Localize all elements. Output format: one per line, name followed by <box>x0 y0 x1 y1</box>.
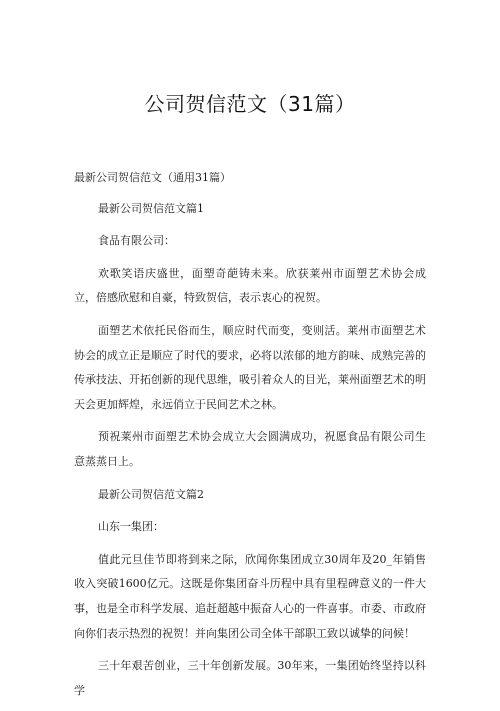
paragraph-body: 值此元旦佳节即将到来之际，欣闻你集团成立30周年及20_年销售收入突破1600亿元。这既是你集团奋斗历程中具有里程碑意义的一件大事，也是全市科学发展、追赶超越中振奋人心的一件喜事。市委、市政府向你们表示热烈的祝贺！并向集团公司全体干部职工致以诚挚的问候！ <box>74 552 426 640</box>
paragraph-heading: 最新公司贺信范文（通用31篇） <box>74 171 231 184</box>
document-title: 公司贺信范文（31篇） <box>144 92 356 116</box>
document-body <box>74 166 426 711</box>
paragraph-body: 欢歌笑语庆盛世，面塑奇葩铸未来。欣获莱州市面塑艺术协会成立，倍感欣慰和自豪，特致贺信，表示衷心的祝贺。 <box>74 266 426 305</box>
paragraph-recipient: 食品有限公司： <box>98 234 175 248</box>
paragraph-body: 面塑艺术依托民俗而生，顺应时代而变，变则活。莱州市面塑艺术协会的成立正是顺应了时代的要求，必将以浓郁的地方韵味、成熟完善的传承技法、开拓创新的现代思维，吸引着众人的目光，莱州面塑艺术的明天会更加辉煌，永远俏立于民间艺术之林。 <box>74 323 426 411</box>
paragraph-section-title: 最新公司贺信范文篇2 <box>98 487 204 501</box>
paragraph-recipient: 山东一集团： <box>98 520 164 534</box>
paragraph-section-title: 最新公司贺信范文篇1 <box>98 201 204 215</box>
paragraph-body: 三十年艰苦创业，三十年创新发展。30年来，一集团始终坚持以科学 <box>74 659 426 697</box>
paragraph-body: 预祝莱州市面塑艺术协会成立大会圆满成功，祝愿食品有限公司生意蒸蒸日上。 <box>74 430 426 468</box>
